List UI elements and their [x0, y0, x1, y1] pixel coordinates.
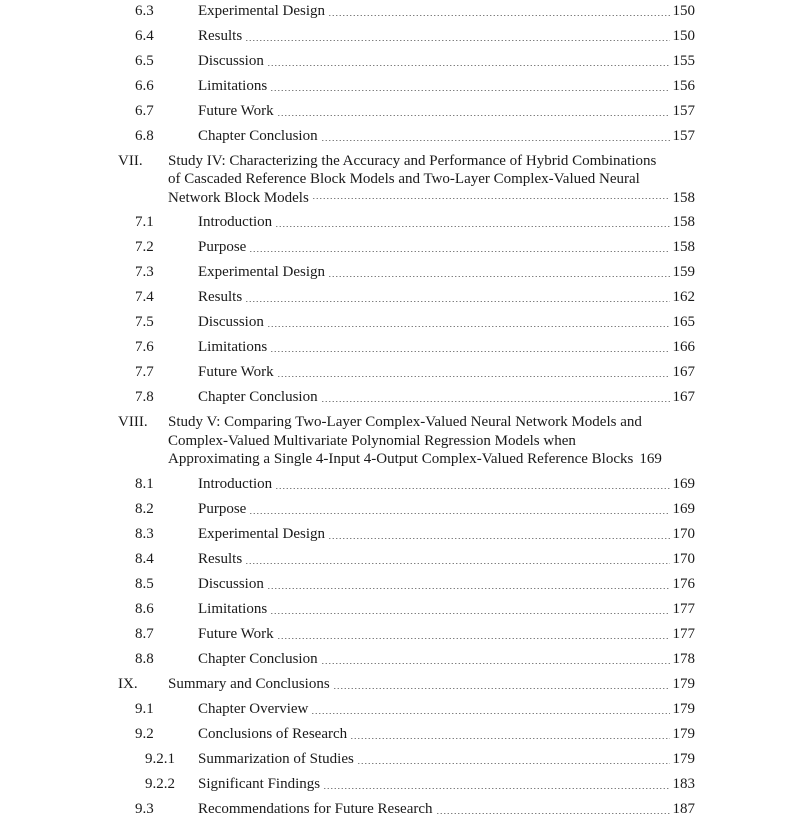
- page-number: 165: [672, 314, 695, 330]
- section-entry: [198, 385, 695, 410]
- section-entry: [198, 472, 695, 497]
- page-number: 158: [672, 239, 695, 255]
- section-title: Summarization of Studies: [198, 750, 354, 767]
- chapter-number: IX.: [118, 675, 138, 692]
- page-number: 179: [672, 750, 695, 767]
- toc-section-entry[interactable]: [0, 797, 810, 822]
- page-number: 157: [672, 127, 695, 144]
- chapter-title-text: Network Block Models: [168, 189, 309, 206]
- section-number: 6.4: [135, 27, 154, 44]
- dot-leader: [245, 40, 669, 41]
- toc-section-entry[interactable]: [0, 124, 810, 149]
- page-number: 179: [672, 725, 695, 742]
- dot-leader: [311, 713, 669, 714]
- section-entry: [198, 522, 695, 547]
- chapter-title-text: of Cascaded Reference Block Models and Two-Layer Complex-Valued Neural: [168, 171, 640, 187]
- dot-leader: [267, 588, 670, 589]
- toc-chapter-entry[interactable]: [0, 672, 810, 697]
- section-title: Future Work: [198, 102, 274, 119]
- page-number: 157: [672, 102, 695, 119]
- section-number: 9.2.2: [145, 775, 175, 792]
- section-number: 7.3: [135, 264, 154, 280]
- dot-leader: [436, 813, 670, 814]
- dot-leader: [245, 563, 669, 564]
- page-number: 179: [672, 675, 695, 692]
- page-number: 158: [672, 214, 695, 230]
- section-entry: [198, 0, 695, 24]
- page-number: 170: [672, 525, 695, 542]
- section-entry: [198, 360, 695, 385]
- dot-leader: [321, 140, 670, 141]
- chapter-title-line: [168, 413, 695, 432]
- section-entry: [198, 74, 695, 99]
- dot-leader: [275, 488, 669, 489]
- section-entry: [198, 547, 695, 572]
- section-title: Introduction: [198, 475, 273, 492]
- toc-section-entry[interactable]: [0, 522, 810, 547]
- chapter-title-text: Complex-Valued Multivariate Polynomial Regression Models when: [168, 432, 576, 449]
- section-entry: [198, 260, 695, 285]
- section-title: Discussion: [198, 314, 264, 330]
- section-number: 6.8: [135, 127, 154, 144]
- page-number: 169: [639, 451, 662, 467]
- section-entry: [198, 597, 695, 622]
- section-number: 7.7: [135, 364, 154, 380]
- toc-section-entry[interactable]: [0, 497, 810, 522]
- dot-leader: [350, 738, 669, 739]
- section-number: 7.4: [135, 289, 154, 305]
- section-title: Introduction: [198, 214, 273, 230]
- page-number: 156: [672, 77, 695, 94]
- section-title: Experimental Design: [198, 525, 326, 542]
- toc-chapter-entry[interactable]: [0, 410, 810, 472]
- page-number: 166: [672, 339, 695, 355]
- section-number: 9.2: [135, 725, 154, 742]
- page-number: 162: [672, 289, 695, 305]
- chapter-number: VIII.: [118, 414, 148, 430]
- page-number: 176: [672, 575, 695, 592]
- dot-leader: [249, 251, 669, 252]
- chapter-title: [168, 413, 695, 469]
- dot-leader: [249, 513, 669, 514]
- section-title: Discussion: [198, 52, 264, 69]
- section-number: 8.6: [135, 600, 154, 617]
- toc-section-entry[interactable]: [0, 772, 810, 797]
- section-entry: [198, 497, 695, 522]
- section-title: Results: [198, 550, 243, 567]
- section-title: Discussion: [198, 575, 264, 592]
- chapter-title-line: [168, 672, 695, 697]
- page-number: 169: [672, 475, 695, 492]
- toc-section-entry[interactable]: [0, 697, 810, 722]
- dot-leader: [321, 663, 670, 664]
- section-title: Limitations: [198, 77, 268, 94]
- toc-section-entry[interactable]: [0, 722, 810, 747]
- section-title: Future Work: [198, 625, 274, 642]
- page-number: 167: [672, 389, 695, 405]
- section-entry: [198, 722, 695, 747]
- toc-section-entry[interactable]: [0, 647, 810, 672]
- section-entry: [198, 24, 695, 49]
- toc-section-entry[interactable]: [0, 547, 810, 572]
- toc-section-entry[interactable]: [0, 472, 810, 497]
- toc-section-entry[interactable]: [0, 24, 810, 49]
- toc-section-entry[interactable]: [0, 335, 810, 360]
- chapter-title-line: [168, 450, 695, 469]
- chapter-title-text: Summary and Conclusions: [168, 675, 330, 692]
- page-number: 150: [672, 27, 695, 44]
- section-title: Purpose: [198, 500, 247, 517]
- section-number: 7.6: [135, 339, 154, 355]
- section-title: Results: [198, 289, 243, 305]
- section-number: 7.2: [135, 239, 154, 255]
- dot-leader: [275, 226, 669, 227]
- section-number: 7.8: [135, 389, 154, 405]
- chapter-title-line: [168, 432, 695, 451]
- section-entry: [198, 772, 695, 797]
- dot-leader: [357, 763, 670, 764]
- toc-section-entry[interactable]: [0, 235, 810, 260]
- chapter-title-text: Approximating a Single 4-Input 4-Output Complex-Valued Reference Blocks: [168, 451, 634, 467]
- section-number: 8.3: [135, 525, 154, 542]
- dot-leader: [270, 613, 669, 614]
- page-number: 169: [672, 500, 695, 517]
- section-title: Future Work: [198, 364, 274, 380]
- toc-section-entry[interactable]: [0, 260, 810, 285]
- page-number: 177: [672, 600, 695, 617]
- page-number: 159: [672, 264, 695, 280]
- page-number: 187: [672, 800, 695, 817]
- page-number: 178: [672, 650, 695, 667]
- section-title: Chapter Conclusion: [198, 127, 318, 144]
- chapter-title-line: [168, 170, 695, 189]
- section-entry: [198, 99, 695, 124]
- section-title: Chapter Conclusion: [198, 389, 318, 405]
- section-title: Results: [198, 27, 243, 44]
- section-number: 8.2: [135, 500, 154, 517]
- section-title: Limitations: [198, 600, 268, 617]
- section-entry: [198, 49, 695, 74]
- section-entry: [198, 310, 695, 335]
- page-number: 179: [672, 700, 695, 717]
- dot-leader: [321, 401, 670, 402]
- section-entry: [198, 124, 695, 149]
- toc-section-entry[interactable]: [0, 210, 810, 235]
- dot-leader: [328, 538, 669, 539]
- section-number: 6.3: [135, 2, 154, 19]
- toc-section-entry[interactable]: [0, 285, 810, 310]
- section-title: Recommendations for Future Research: [198, 800, 433, 817]
- section-number: 6.6: [135, 77, 154, 94]
- dot-leader: [277, 376, 670, 377]
- chapter-title-line: [168, 152, 695, 171]
- toc-section-entry[interactable]: [0, 310, 810, 335]
- section-number: 9.1: [135, 700, 154, 717]
- toc-section-entry[interactable]: [0, 385, 810, 410]
- section-number: 6.7: [135, 102, 154, 119]
- section-entry: [198, 797, 695, 822]
- dot-leader: [328, 276, 669, 277]
- section-title: Chapter Conclusion: [198, 650, 318, 667]
- chapter-title-line: [168, 189, 695, 208]
- page-number: 150: [672, 2, 695, 19]
- dot-leader: [267, 65, 670, 66]
- section-title: Chapter Overview: [198, 700, 309, 717]
- section-entry: [198, 210, 695, 235]
- section-number: 8.1: [135, 475, 154, 492]
- dot-leader: [312, 198, 670, 199]
- section-title: Conclusions of Research: [198, 725, 348, 742]
- section-entry: [198, 647, 695, 672]
- section-number: 7.5: [135, 314, 154, 330]
- toc-section-entry[interactable]: [0, 597, 810, 622]
- toc-section-entry[interactable]: [0, 622, 810, 647]
- section-title: Experimental Design: [198, 2, 326, 19]
- dot-leader: [270, 90, 669, 91]
- section-number: 8.8: [135, 650, 154, 667]
- dot-leader: [267, 326, 670, 327]
- section-entry: [198, 235, 695, 260]
- section-title: Purpose: [198, 239, 247, 255]
- toc-section-entry[interactable]: [0, 360, 810, 385]
- dot-leader: [270, 351, 669, 352]
- section-entry: [198, 747, 695, 772]
- section-entry: [198, 697, 695, 722]
- page-number: 167: [672, 364, 695, 380]
- section-number: 7.1: [135, 214, 154, 230]
- section-number: 9.2.1: [145, 750, 175, 767]
- page-number: 177: [672, 625, 695, 642]
- toc-chapter-entry[interactable]: [0, 149, 810, 211]
- section-number: 8.5: [135, 575, 154, 592]
- dot-leader: [323, 788, 669, 789]
- toc-section-entry[interactable]: [0, 99, 810, 124]
- toc-section-entry[interactable]: [0, 747, 810, 772]
- section-entry: [198, 335, 695, 360]
- chapter-title-text: Study V: Comparing Two-Layer Complex-Valued Neural Network Models and: [168, 414, 642, 430]
- toc-section-entry[interactable]: [0, 74, 810, 99]
- chapter-number: VII.: [118, 152, 143, 169]
- section-entry: [198, 572, 695, 597]
- section-title: Experimental Design: [198, 264, 326, 280]
- dot-leader: [328, 15, 669, 16]
- chapter-title: [168, 152, 695, 208]
- page-number: 183: [672, 775, 695, 792]
- section-number: 9.3: [135, 800, 154, 817]
- toc-section-entry[interactable]: [0, 572, 810, 597]
- section-entry: [198, 622, 695, 647]
- page-number: 155: [672, 52, 695, 69]
- section-entry: [198, 285, 695, 310]
- dot-leader: [245, 301, 669, 302]
- toc-section-entry[interactable]: [0, 49, 810, 74]
- section-title: Significant Findings: [198, 775, 321, 792]
- section-title: Limitations: [198, 339, 268, 355]
- toc-section-entry[interactable]: [0, 0, 810, 24]
- dot-leader: [277, 638, 670, 639]
- page-number: 158: [672, 189, 695, 206]
- chapter-title: [168, 672, 695, 697]
- page-number: 170: [672, 550, 695, 567]
- section-number: 8.7: [135, 625, 154, 642]
- dot-leader: [277, 115, 670, 116]
- section-number: 8.4: [135, 550, 154, 567]
- dot-leader: [333, 688, 670, 689]
- chapter-title-text: Study IV: Characterizing the Accuracy and Performance of Hybrid Combinations: [168, 152, 657, 169]
- section-number: 6.5: [135, 52, 154, 69]
